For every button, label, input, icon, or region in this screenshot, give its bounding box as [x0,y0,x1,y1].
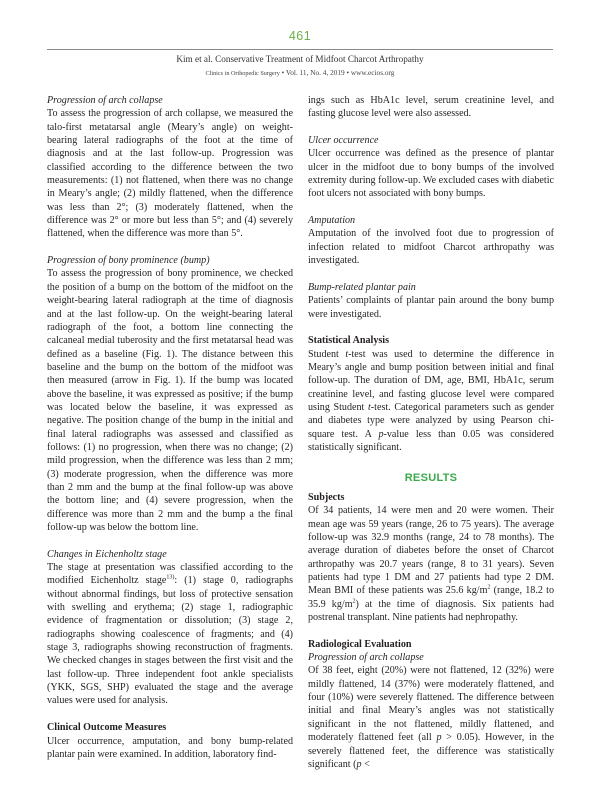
right-column [308,94,554,771]
subheading-plantar-pain: Bump-related plantar pain [308,281,416,293]
subheading-amputation: Amputation [308,215,356,227]
paragraph-ulcer: Ulcer occurrence was defined as the presence of plantar ulcer in the midfoot due to bony bumps of the involved extremity during follow-up. We excluded cases with diabetic foot ulcers not associated with bony bumps. [308,148,554,200]
running-title: Kim et al. Conservative Treatment of Midfoot Charcot Arthropathy [176,54,424,64]
superscript: 2 [352,598,356,605]
text: (range, 18.2 to 35.9 kg/m [308,585,554,610]
paragraph-arch-collapse: To assess the progression of arch collapse, we measured the talo-first metatarsal angle (Meary’s angle) on weight-bearing lateral radiographs of the foot at the time of diagnosis and at the last follow-up. Progression was classified according to the difference between the two measurements: (1) not flattened, when there was no change in Meary’s angle; (2) mildly flattened, when the difference was less than 2°; (3) moderately flattened, when the difference was 2° or more but less than 5°; and (4) severely flattened, when the difference was more than 5°. [47,108,293,240]
text: -test was used to determine the difference in Meary’s angle and bump position between initial and final follow-up. The duration of DM, age, BMI, HbA1c, serum creatinine level, and fasting glucose level were compared using Student [308,348,554,413]
reference-13[interactable]: 13) [166,575,175,582]
section-heading-subjects: Subjects [308,491,345,503]
italic-t: t [345,348,349,360]
italic-p: p [378,428,384,440]
text: < [361,758,370,770]
italic-t: t [367,401,371,413]
text: Of 38 feet, eight (20%) were not flattened, 12 (32%) were mildly flattened, 14 (37%) were moderately flattened, and four (10%) were severely flattened. The difference between initial and final Meary’s angles was not statistically significant in the not flattened, mildly flattened, and moderately flattened feet (all [308,665,554,744]
section-heading-clinical-outcome: Clinical Outcome Measures [47,722,167,734]
results-heading: RESULTS [404,471,458,484]
paragraph-plantar-pain: Patients’ complaints of plantar pain around the bony bump were investigated. [308,295,554,320]
journal-details: • Vol. 11, No. 4, 2019 • www.ecios.org [279,68,395,77]
text: > 0.05). However, in the severely flattened feet, the difference was statistically significant ( [308,732,554,770]
paragraph-amputation: Amputation of the involved foot due to progression of infection related to midfoot Charcot arthropathy was investigated. [308,228,554,267]
paragraph-continuation: ings such as HbA1c level, serum creatinine level, and fasting glucose level were also assessed. [308,95,554,120]
paragraph-clinical-outcome: Ulcer occurrence, amputation, and bony bump-related plantar pain were examined. In addition, laboratory find- [47,735,293,760]
paragraph-subjects [308,504,554,624]
paragraph-arch-collapse-results [308,664,554,771]
text: : (1) stage 0, radiographs without abnormal findings, but loss of protective sensation with swelling and erythema; (2) stage 1, radiographic evidence of fragmentation or dissolution; (3) stage 2, radiographs showing coalescence of fragments; and (4) stage 3, radiographs showing reconstruction of fragments. We checked changes in stages between the first visit and the last follow-up. Three independent foot ankle specialists (YKK, SGS, SHP) evaluated the stage and the average values were used for analysis. [47,575,293,707]
subheading-arch-collapse-results: Progression of arch collapse [308,652,424,664]
paragraph-bony-prominence: To assess the progression of bony prominence, we checked the position of a bump on the bottom of the midfoot on the weight-bearing lateral radiograph at the time of diagnosis and at the last follow-up. On the weight-bearing lateral radiograph of the foot, a bottom line connecting the calcaneal medial tuberosity and the first metatarsal head was defined as a baseline (Fig. 1). The distance between this baseline and the bump on the bottom of the midfoot was then measured (arrow in Fig. 1). If the bump was located above the baseline, it was expressed as positive; if the bump was located below the baseline, it was expressed as negative. The position change of the bump in the initial and final lateral radiographs was assessed and classified as follows: (1) no progression, when there was no change; (2) mild progression, when the difference was less than 2 mm; (3) moderate progression, when the difference was more than 2 mm and the bump at the final follow-up was above the bottom line; and (4) severe progression, when the difference was more than 2 mm and the bump a the final follow-up was below the bottom line. [47,268,293,533]
subheading-ulcer: Ulcer occurrence [308,135,379,147]
italic-p: p [356,758,362,770]
journal-name: Clinics in Orthopedic Surgery [205,70,280,77]
paragraph-eichenholtz [47,561,293,708]
text: ) at the time of diagnosis. Six patients had postrenal transplant. Nine patients had nephropathy. [308,598,554,624]
subheading-eichenholtz: Changes in Eichenholtz stage [47,548,167,560]
page-number: 461 [288,29,312,43]
left-column [47,94,293,761]
section-heading-statistical-analysis: Statistical Analysis [308,335,390,347]
text: -value less than 0.05 was considered statistically significant. [308,428,554,453]
journal-citation [0,68,600,77]
section-heading-radiological-evaluation: Radiological Evaluation [308,638,412,650]
text: The stage at presentation was classified according to the modified Eichenholtz stage [47,562,293,587]
superscript: 2 [487,585,491,592]
subheading-arch-collapse: Progression of arch collapse [47,95,163,106]
text: Student [308,348,346,360]
text: -test. Categorical parameters such as gender and diabetes type were analyzed by using Pearson chi-square test. A [308,401,555,440]
paragraph-statistical-analysis [308,348,554,455]
italic-p: p [436,732,442,744]
subheading-bony-prominence: Progression of bony prominence (bump) [47,255,210,267]
header-divider [47,49,553,50]
text: Of 34 patients, 14 were men and 20 were women. Their mean age was 59 years (range, 26 to 75 years). The average follow-up was 32.9 months (range, 24 to 78 months). The average duration of diabetes before the onset of Charcot arthropathy was 20.7 years (range, 8 to 31 years). Seven patients had type 1 DM and 27 patients had type 2 DM. Mean BMI of these patients was 25.6 kg/m [308,505,554,597]
